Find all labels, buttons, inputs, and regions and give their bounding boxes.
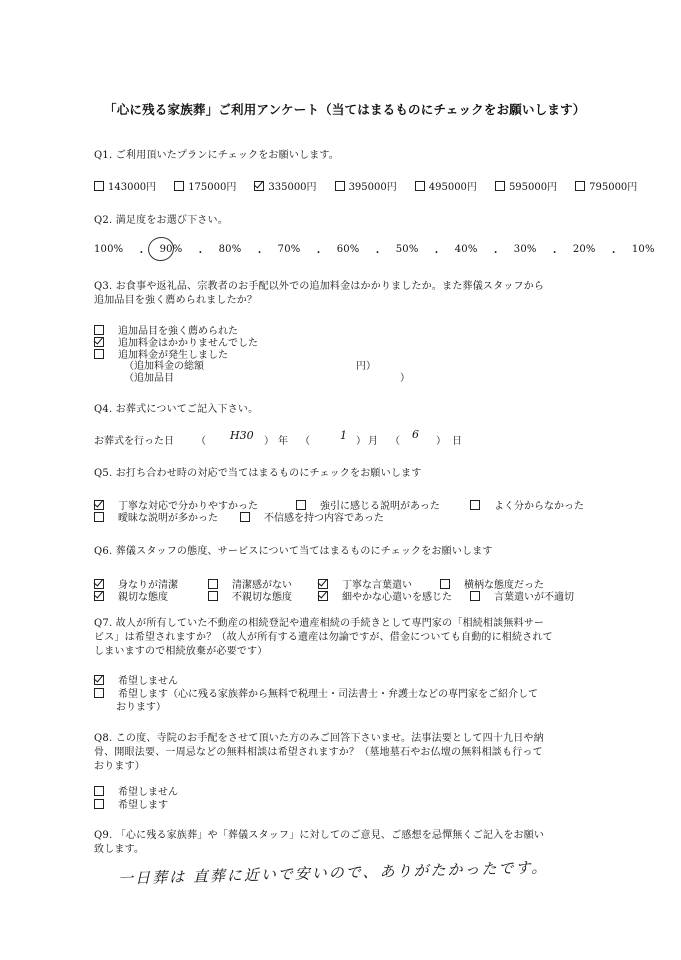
q7-label-line3: しまいますので相続放棄が必要です）	[94, 646, 268, 657]
q3-items-close: ）	[400, 373, 410, 384]
checkbox-checked[interactable]	[94, 500, 104, 510]
checkbox[interactable]	[415, 181, 425, 191]
page-title: 「心に残る家族葬」ご利用アンケート（当てはまるものにチェックをお願いします）	[104, 102, 586, 117]
scale-40[interactable]: 40%	[454, 244, 478, 255]
q6-label: Q6. 葬儀スタッフの態度、サービスについて当てはまるものにチェックをお願いします	[94, 546, 493, 557]
q7-option-2-line2: おります）	[116, 702, 166, 713]
checkbox[interactable]	[174, 181, 184, 191]
checkbox[interactable]	[208, 591, 218, 601]
checkbox[interactable]	[94, 786, 104, 796]
q5-label: Q5. お打ち合わせ時の対応で当てはまるものにチェックをお願いします	[94, 468, 422, 479]
scale-90[interactable]: 90%	[159, 244, 183, 255]
q1-option-795000[interactable]: 795000円	[575, 178, 637, 193]
checkbox[interactable]	[94, 799, 104, 809]
scale-20[interactable]: 20%	[572, 244, 596, 255]
checkbox[interactable]	[470, 591, 480, 601]
q4-day-value[interactable]: 6	[412, 428, 419, 441]
q3-total-label: （追加料金の総額	[124, 361, 204, 372]
checkbox-checked[interactable]	[318, 591, 328, 601]
checkbox[interactable]	[240, 512, 250, 522]
q8-label-line3: おります）	[94, 761, 145, 772]
q6-option-3[interactable]: 丁寧な言葉遣い	[318, 576, 412, 591]
q6-option-6[interactable]: 不親切な態度	[208, 588, 292, 603]
checkbox[interactable]	[575, 181, 585, 191]
q3-option-3[interactable]: 追加料金が発生しました	[94, 346, 228, 361]
q3-label-line2: 追加品目を強く薦められましたか？	[94, 295, 258, 306]
checkbox[interactable]	[495, 181, 505, 191]
q5-option-5[interactable]: 不信感を持つ内容であった	[240, 509, 384, 524]
checkbox[interactable]	[94, 349, 104, 359]
checkbox[interactable]	[470, 500, 480, 510]
q1-option-175000[interactable]: 175000円	[174, 178, 236, 193]
q4-year-value[interactable]: H30	[230, 429, 254, 442]
checkbox-checked[interactable]	[94, 579, 104, 589]
q8-label-line1: Q8. この度、寺院のお手配をさせて頂いた方のみご回答下さいませ。法事法要として四十九日や納	[94, 733, 544, 744]
checkbox-checked[interactable]	[94, 337, 104, 347]
q1-options	[94, 178, 637, 193]
scale-100[interactable]: 100%	[94, 244, 124, 255]
q2-satisfaction-scale: 100% ・ 90% ・ 80% ・ 70% ・ 60% ・ 50% ・ 40% ・ 30% ・ 20% ・ 10%	[94, 244, 655, 259]
q5-option-2[interactable]: 強引に感じる説明があった	[296, 497, 440, 512]
q1-option-395000[interactable]: 395000円	[335, 178, 397, 193]
q1-option-595000[interactable]: 595000円	[495, 178, 557, 193]
q4-month-value[interactable]: 1	[340, 429, 347, 442]
q2-label: Q2. 満足度をお選び下さい。	[94, 215, 228, 226]
q7-label-line1: Q7. 故人が所有していた不動産の相続登記や遺産相続の手続きとして専門家の「相続相談無料サー	[94, 618, 545, 629]
q3-label-line1: Q3. お食事や返礼品、宗教者のお手配以外での追加料金はかかりましたか。また葬儀スタッフから	[94, 281, 545, 292]
q5-option-1[interactable]: 丁寧な対応で分かりやすかった	[94, 497, 258, 512]
q1-option-335000[interactable]: 335000円	[254, 178, 316, 193]
q9-label-line1: Q9. 「心に残る家族葬」や「葬儀スタッフ」に対してのご意見、ご感想を忌憚無くご記入をお願い	[94, 830, 545, 841]
q8-option-1[interactable]: 希望しません	[94, 783, 178, 798]
q8-label-line2: 骨、開眼法要、一周忌などの無料相談は希望されますか？（墓地墓石やお仏壇の無料相談も行って	[94, 747, 543, 758]
scale-10[interactable]: 10%	[631, 244, 655, 255]
checkbox-checked[interactable]	[254, 181, 264, 191]
q9-label-line2: 致します。	[94, 844, 145, 855]
checkbox-checked[interactable]	[318, 579, 328, 589]
checkbox-checked[interactable]	[94, 675, 104, 685]
q3-option-1[interactable]: 追加品目を強く薦められた	[94, 322, 238, 337]
checkbox[interactable]	[94, 325, 104, 335]
scale-30[interactable]: 30%	[513, 244, 537, 255]
q5-option-4[interactable]: 曖昧な説明が多かった	[94, 509, 218, 524]
q7-label-line2: ビス」は希望されますか？（故人が所有する遺産は勿論ですが、借金についても自動的に相続されて	[94, 632, 553, 643]
scale-60[interactable]: 60%	[336, 244, 360, 255]
scale-50[interactable]: 50%	[395, 244, 419, 255]
q9-handwritten-answer[interactable]: 一日葬は 直葬に近いで安いので、ありがたかったです。	[117, 858, 549, 888]
checkbox[interactable]	[94, 688, 104, 698]
q4-date-label: お葬式を行った日	[94, 436, 174, 447]
q3-option-2[interactable]: 追加料金はかかりませんでした	[94, 334, 258, 349]
q5-option-3[interactable]: よく分からなかった	[470, 497, 584, 512]
q8-option-2[interactable]: 希望します	[94, 796, 168, 811]
survey-page: 「心に残る家族葬」ご利用アンケート（当てはまるものにチェックをお願いします） Q1. ご利用頂いたプランにチェックをお願いします。 143000円 175000円 335000円 395000円 495000円 595000円 795000円 Q2. 満足度をお選び下さい。 100% ・ 90% ・ 80% ・ 70% ・ 60% ・ 50% ・ 40% ・ 30% ・ 20% ・ 10% Q3. お食事や返礼品、宗教者のお手配以外での追加料金はかかりましたか。また葬儀スタッフから 追加品目を強く薦められましたか？ 追加品目を強く薦められた 追加料金はかかりませんでした 追加料金が発生しました （追加料金の総額 円） （追加品目 ） Q4. お葬式についてご記入下さい。 お葬式を行った日 （ H30 ） 年 （ 1 ） 月 （ 6 ） 日 Q5. お打ち合わせ時の対応で当てはまるものにチェックをお願いします 丁寧な対応で分かりやすかった 強引に感じる説明があった よく分からなかった 曖昧な説明が多かった 不信感を持つ内容であった Q6. 葬儀スタッフの態度、サービスについて当てはまるものにチェックをお願いします 身なりが清潔 清潔感がない 丁寧な言葉遣い 横柄な態度だった 親切な態度 不親切な態度 細やかな心遣いを感じた 言葉遣いが不適切 Q7. 故人が所有していた不動産の相続登記や遺産相続の手続きとして専門家の「相続相談無料サー ビス」は希望されますか？（故人が所有する遺産は勿論ですが、借金についても自動的に相続されて しまいますので相続放棄が必要です） 希望しません 希望します（心に残る家族葬から無料で税理士・司法書士・弁護士などの専門家をご紹介して おります） Q8. この度、寺院のお手配をさせて頂いた方のみご回答下さいませ。法事法要として四十九日や納 骨、開眼法要、一周忌などの無料相談は希望されますか？（墓地墓石やお仏壇の無料相談も行って おります） 希望しません 希望します Q9. 「心に残る家族葬」や「葬儀スタッフ」に対してのご意見、ご感想を忌憚無くご記入をお願い 致します。 一日葬は 直葬に近いで安いので、ありがたかったです。	[94, 102, 655, 888]
q6-option-5[interactable]: 親切な態度	[94, 588, 168, 603]
q7-option-1[interactable]: 希望しません	[94, 672, 178, 687]
checkbox[interactable]	[440, 579, 450, 589]
checkbox[interactable]	[94, 512, 104, 522]
q1-label: Q1. ご利用頂いたプランにチェックをお願いします。	[94, 150, 340, 161]
q4-month-unit: 月	[368, 436, 378, 447]
q1-option-495000[interactable]: 495000円	[415, 178, 477, 193]
q6-option-4[interactable]: 横柄な態度だった	[440, 576, 544, 591]
checkbox[interactable]	[335, 181, 345, 191]
q6-option-7[interactable]: 細やかな心遣いを感じた	[318, 588, 452, 603]
q4-label: Q4. お葬式についてご記入下さい。	[94, 404, 259, 415]
q4-year-unit: 年	[278, 436, 288, 447]
q7-option-2[interactable]: 希望します（心に残る家族葬から無料で税理士・司法書士・弁護士などの専門家をご紹介して	[94, 685, 538, 700]
checkbox[interactable]	[296, 500, 306, 510]
q6-option-8[interactable]: 言葉遣いが不適切	[470, 588, 574, 603]
q4-day-unit: 日	[452, 436, 462, 447]
checkbox-checked[interactable]	[94, 591, 104, 601]
checkbox[interactable]	[208, 579, 218, 589]
q1-option-143000[interactable]: 143000円	[94, 178, 156, 193]
q6-option-2[interactable]: 清潔感がない	[208, 576, 292, 591]
q6-option-1[interactable]: 身なりが清潔	[94, 576, 178, 591]
scale-80[interactable]: 80%	[218, 244, 242, 255]
q3-total-unit: 円）	[356, 361, 376, 372]
checkbox[interactable]	[94, 181, 104, 191]
scale-70[interactable]: 70%	[277, 244, 301, 255]
q3-items-label: （追加品目	[124, 373, 174, 384]
